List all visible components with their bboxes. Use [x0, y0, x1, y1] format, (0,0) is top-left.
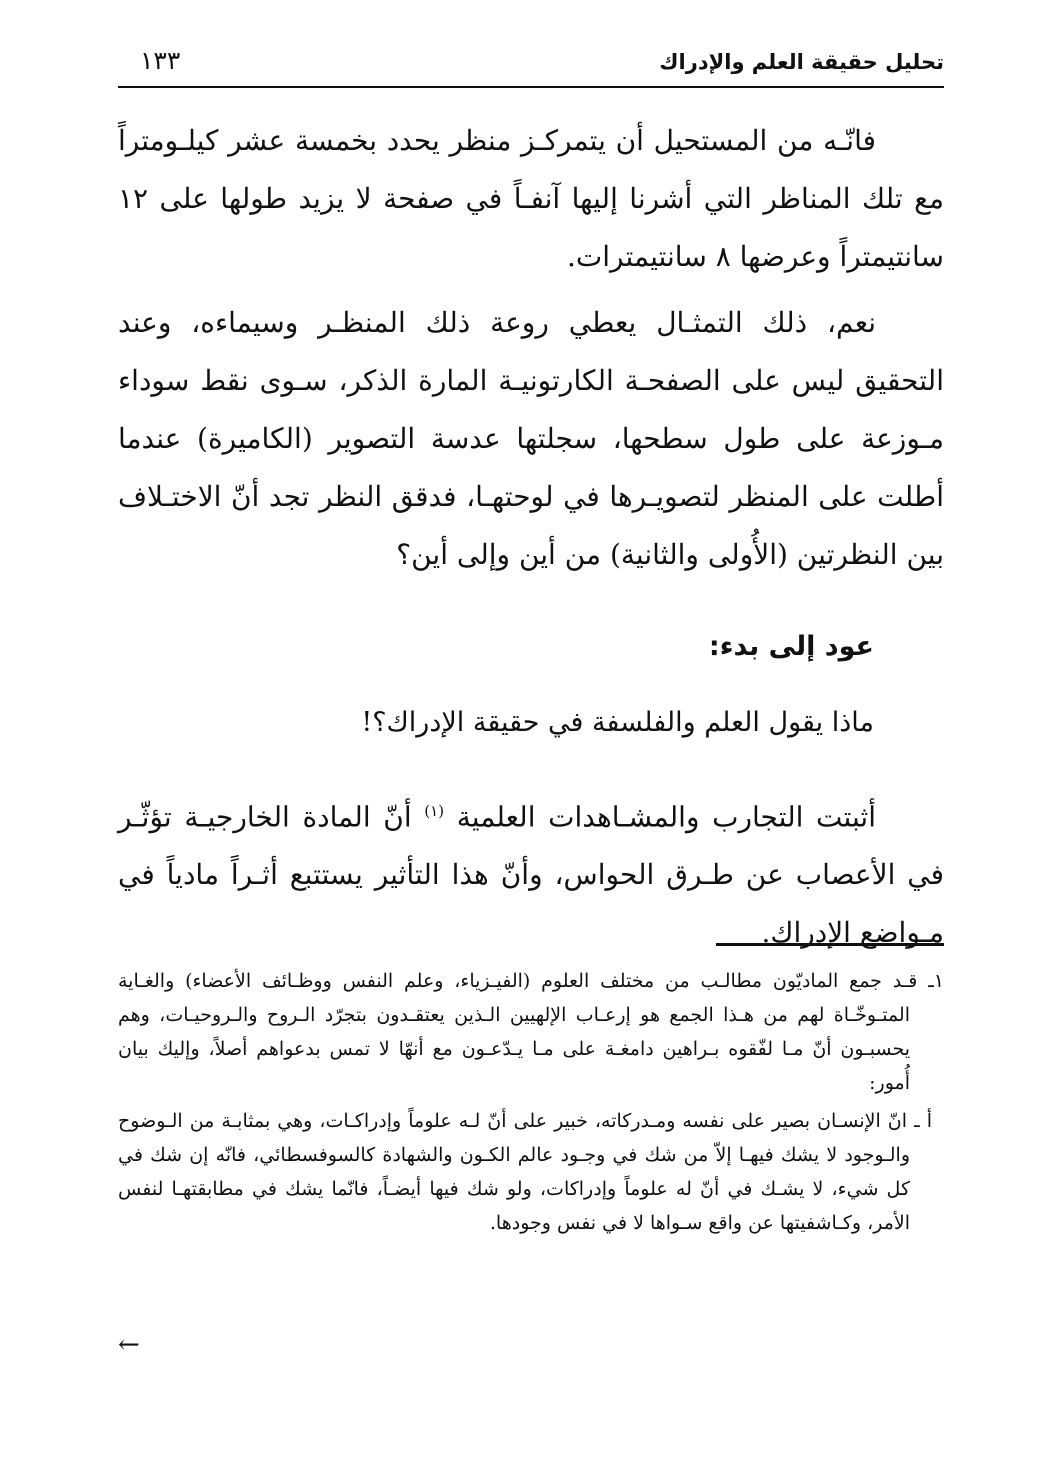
footnote-1: ١ـ قـد جمع الماديّون مطالـب من مختلف العلوم (الفيـزياء، وعلم النفس ووظـائف الأعضاء) والغـاية المتـوخّـاة لهم من هـذا الجمع هو إرعـاب الإلهيين الـذين يعتقـدون بتجرّد الـروح والـروحيـات، وهم يحسبـون أنّ مـا لفّقوه بـراهين دامغـة على مـا يـدّعـون مع أنهّا لا تمس بدعواهم أصلاً، وإليك بيان أُمور:: [118, 970, 944, 1094]
paragraph-1: فانّـه من المستحيل أن يتمركـز منظر يحدد بخمسة عشر كيلـومتراً مع تلك المناظر التي أشرنا إليها آنفـاً في صفحة لا يزيد طولها على ١٢ سانتيمتراً وعرضها ٨ سانتيمترات.: [118, 124, 944, 273]
paragraph-3-end: أنّ المادة الخارجيـة تؤثّـر في الأعصاب عن طـرق الحواس، وأنّ هذا التأثير يستتبع أثـراً مادياً في مـواضع الإدراك.: [118, 800, 944, 950]
footnotes: [118, 964, 944, 1244]
chapter-title: تحليل حقيقة العلم والإدراك: [659, 50, 944, 74]
page-number: ١٣٣: [140, 46, 181, 75]
section-heading: عود إلى بدء:: [708, 631, 874, 662]
book-page: [118, 0, 944, 1482]
paragraph-2: نعم، ذلك التمثـال يعطي روعة ذلك المنظـر وسيماءه، وعند التحقيق ليس على الصفحـة الكارتونيـة المارة الذكر، سـوى نقط سوداء مـوزعة على طول سطحها، سجلتها عدسة التصوير (الكاميرة) عندما أطلت على المنظر لتصويـرها في لوحتهـا، فدقق النظر تجد أنّ الاختـلاف بين النظرتين (الأُولى والثانية) من أين وإلى أين؟: [118, 306, 944, 571]
footnote-divider: [716, 943, 944, 946]
footnote-1-point-a: أ ـ انّ الإنسـان بصير على نفسه ومـدركاته، خبير على أنّ لـه علوماً وإدراكـات، وهي بمثابـة من الـوضوح والـوجود لا يشك فيهـا إلاّ من شك في وجـود عالم الكـون والشهادة كالسوفسطائي، فانّه إن شك في كل شيء، لا يشـك في أنّ له علوماً وإدراكات، ولو شك فيها أيضـاً، فانّما يشك في مطابقتهـا لنفس الأمر، وكـاشفيتها عن واقع سـواها لا في نفس وجودها.: [118, 1110, 932, 1234]
continue-arrow-icon: ←: [118, 1330, 140, 1360]
paragraph-3-start: أثبتت التجارب والمشـاهدات العلمية: [456, 800, 877, 834]
running-header: [118, 36, 944, 88]
main-text: [118, 112, 944, 962]
paragraph-3: [118, 782, 944, 962]
footnote-reference: (١): [424, 802, 445, 820]
section-question: ماذا يقول العلم والفلسفة في حقيقة الإدراك؟!: [361, 707, 874, 738]
